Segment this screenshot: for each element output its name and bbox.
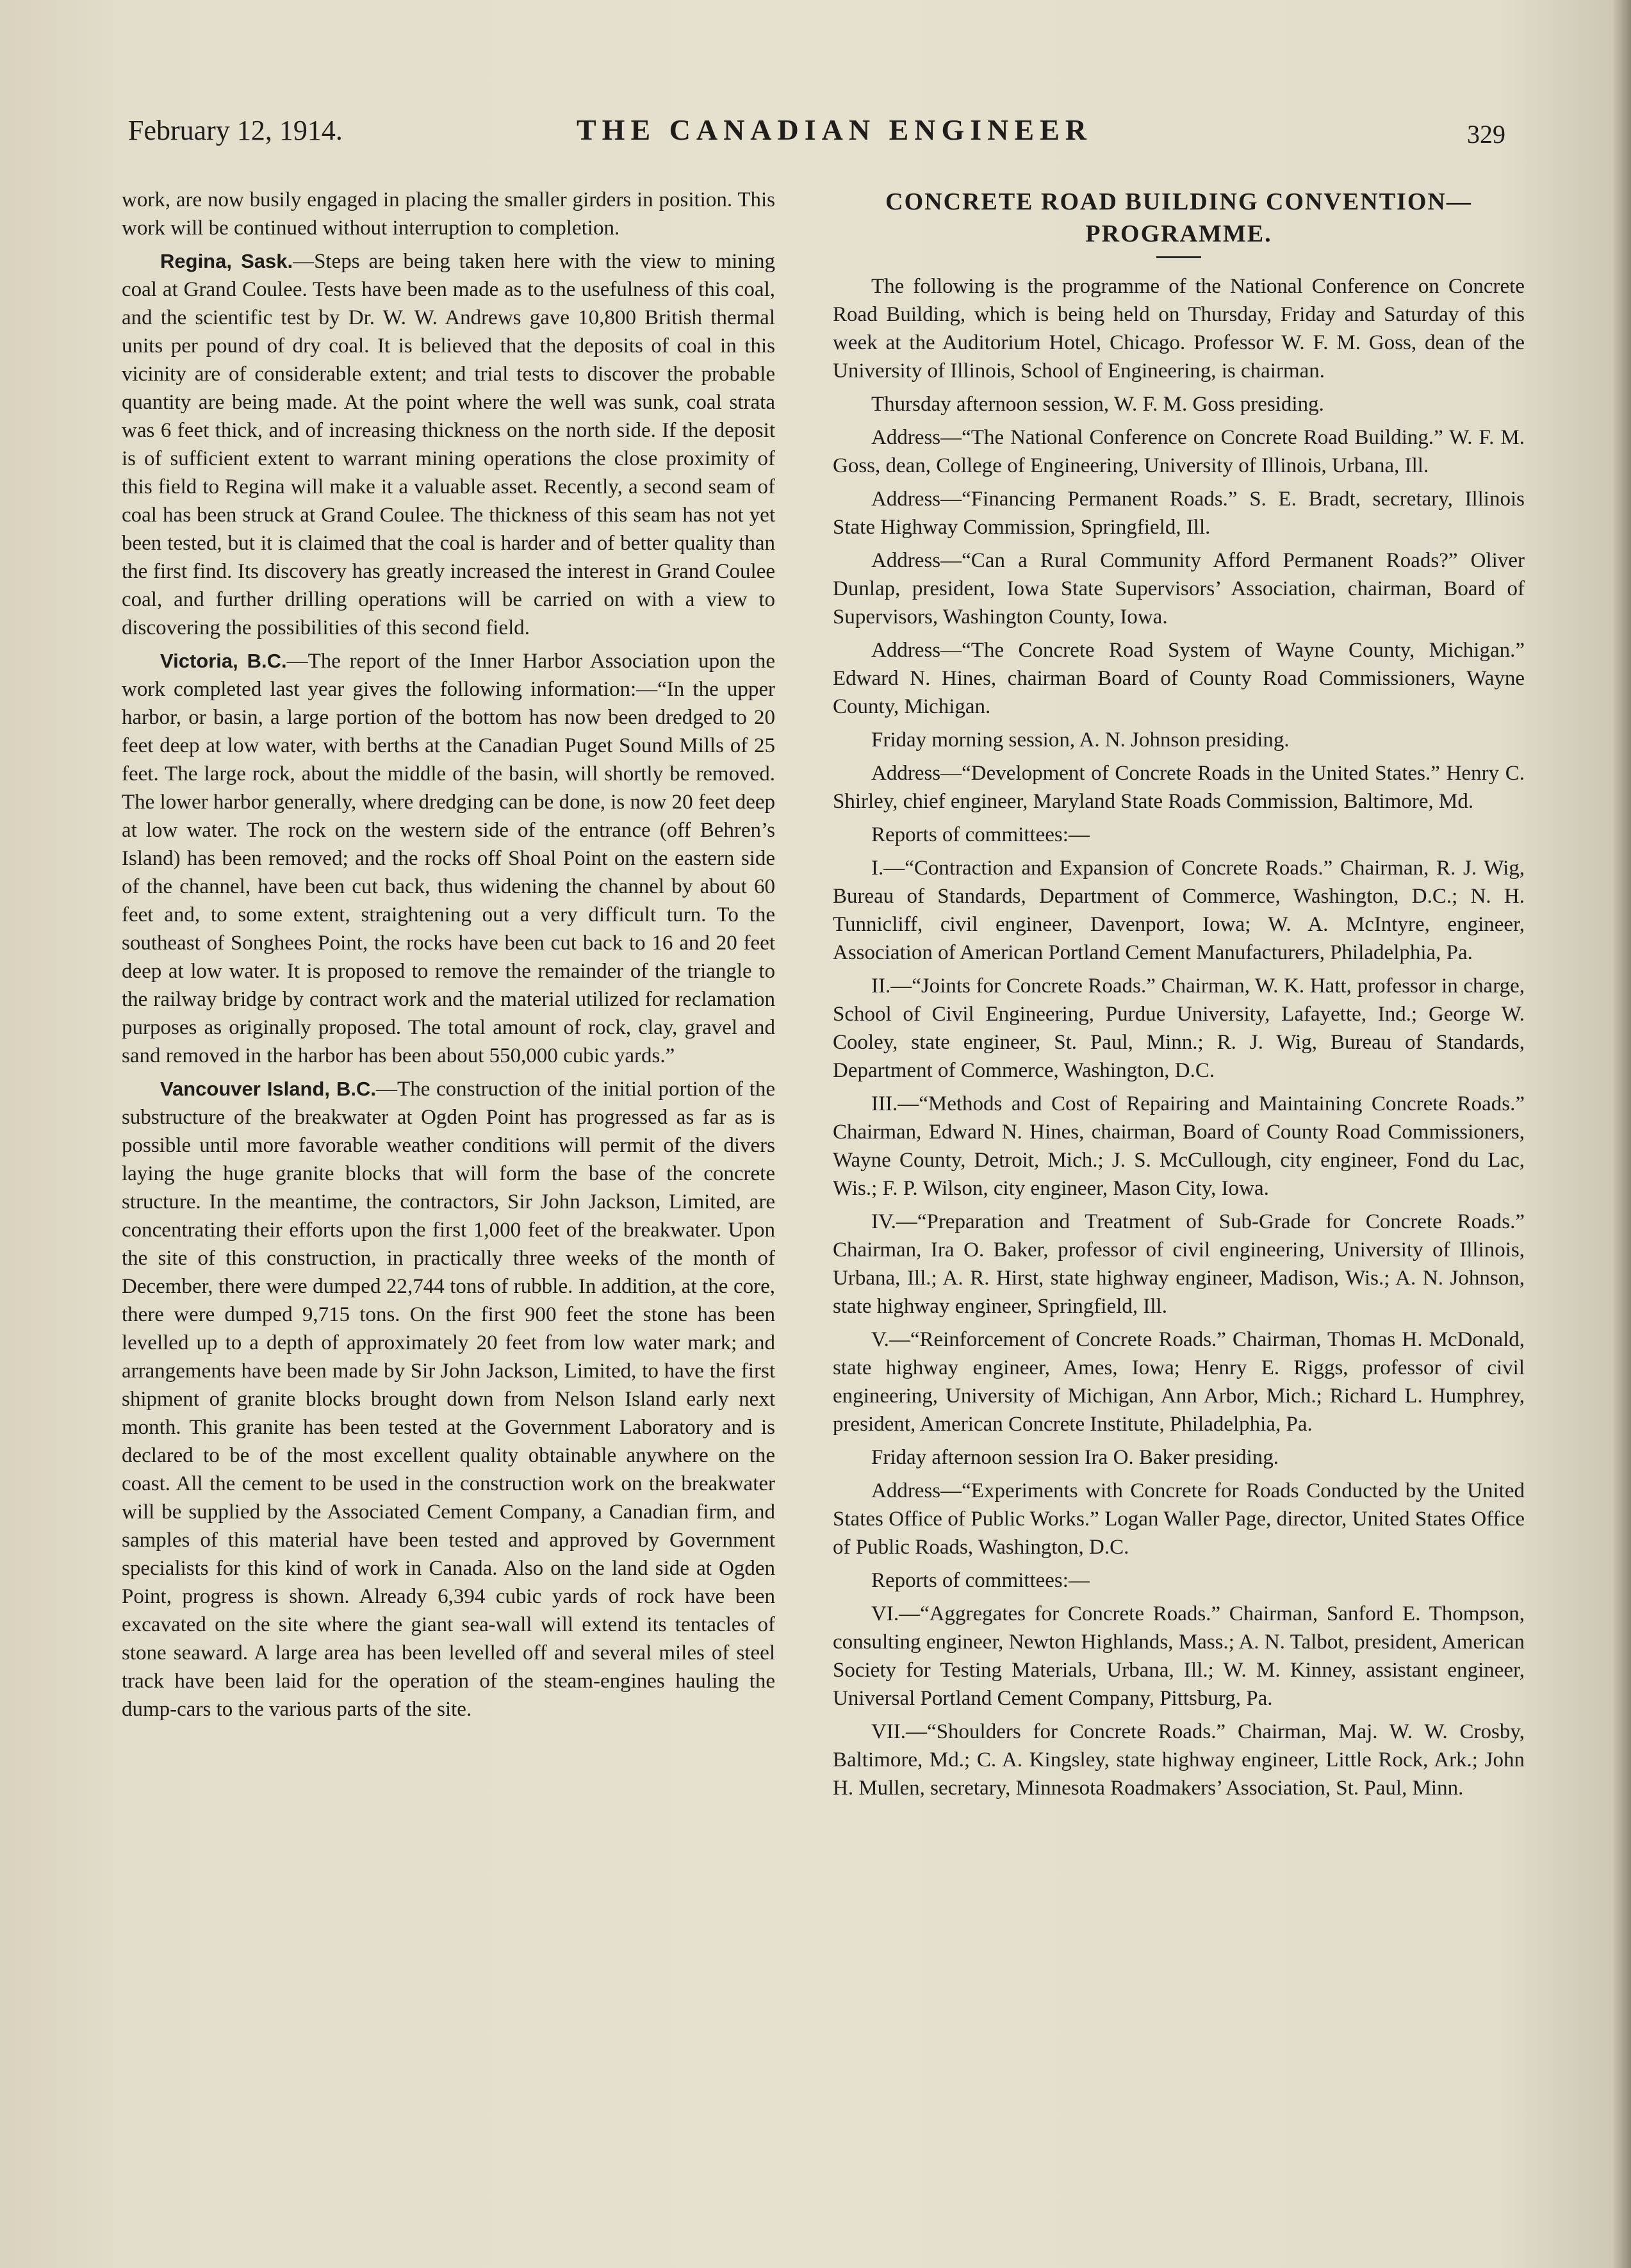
run-in-heading: Victoria, B.C. <box>160 650 287 672</box>
programme-paragraph: VII.—“Shoulders for Concrete Roads.” Chairman, Maj. W. W. Crosby, Baltimore, Md.; C. A. Kingsley, state highway engineer, Little Rock, Ark.; John H. Mullen, secretary, Minnesota Roadmakers’ Association, St. Paul, Minn. <box>833 1720 1525 1800</box>
page-header <box>128 109 1505 154</box>
article-title <box>833 186 1525 250</box>
title-line: CONCRETE ROAD BUILDING CONVENTION— <box>885 188 1472 215</box>
article-text: —Steps are being taken here with the view to mining coal at Grand Coulee. Tests have been made as to the usefulness of this coal, and the scientific test by Dr. W. W. Andrews gave 10,800 British thermal units per pound of dry coal. It is believed that the deposits of coal in this vicinity are of considerable extent; and trial tests to discover the probable quantity are being made. At the point where the well was sunk, coal strata was 6 feet thick, and of increasing thickness on the north side. If the deposit is of sufficient extent to warrant mining operations the close proximity of this field to Regina will make it a valuable asset. Recently, a second seam of coal has been struck at Grand Coulee. The thickness of this seam has not yet been tested, but it is claimed that the coal is harder and of better quality than the first find. Its discovery has greatly increased the interest in Grand Coulee coal, and further drilling operations will be carried on with a view to discovering the possibilities of this second field. <box>122 250 775 639</box>
right-column <box>833 186 1525 1807</box>
programme-paragraph: IV.—“Preparation and Treatment of Sub-Grade for Concrete Roads.” Chairman, Ira O. Baker, professor of civil engineering, University of Illinois, Urbana, Ill.; A. R. Hirst, state highway engineer, Madison, Wis.; A. N. Johnson, state highway engineer, Springfield, Ill. <box>833 1210 1525 1318</box>
page-spine <box>1612 0 1631 2268</box>
run-in-heading: Vancouver Island, B.C. <box>160 1078 377 1100</box>
programme-paragraph: Friday morning session, A. N. Johnson presiding. <box>871 728 1290 752</box>
programme-paragraph: Reports of committees:— <box>871 823 1090 846</box>
title-rule <box>1156 256 1201 258</box>
run-in-heading: Regina, Sask. <box>160 250 293 272</box>
article-text: —The construction of the initial portion of the substructure of the breakwater at Ogden Point has progressed as far as is possible until more favorable weather conditions will permit of the divers laying the huge granite blocks that will form the base of the concrete structure. In the meantime, the contractors, Sir John Jackson, Limited, are concentrating their efforts upon the first 1,000 feet of the breakwater. Upon the site of this construction, in practically three weeks of the month of December, there were dumped 22,744 tons of rubble. In addition, at the core, there were dumped 9,715 tons. On the first 900 feet the stone has been levelled up to a depth of approximately 20 feet from low water mark; and arrangements have been made by Sir John Jackson, Limited, to have the first shipment of granite blocks brought down from Nelson Island early next month. This granite has been tested at the Government Laboratory and is declared to be of the most excellent quality obtainable anywhere on the coast. All the cement to be used in the construction work on the breakwater will be supplied by the Associated Cement Company, a Canadian firm, and samples of this material have been tested and approved by Government specialists for this kind of work in Canada. Also on the land side at Ogden Point, progress is shown. Already 6,394 cubic yards of rock have been excavated on the site where the giant sea-wall will extend its tentacles of stone seaward. A large area has been levelled off and several miles of steel track have been laid for the operation of the steam-engines hauling the dump-cars to the various parts of the site. <box>122 1078 775 1721</box>
programme-paragraph: V.—“Reinforcement of Concrete Roads.” Chairman, Thomas H. McDonald, state highway engineer, Ames, Iowa; Henry E. Riggs, professor of civil engineering, University of Michigan, Ann Arbor, Mich.; Richard L. Humphrey, president, American Concrete Institute, Philadelphia, Pa. <box>833 1328 1525 1436</box>
title-line: PROGRAMME. <box>1085 220 1272 247</box>
programme-paragraph: Reports of committees:— <box>871 1569 1090 1592</box>
programme-paragraph: Address—“The National Conference on Concrete Road Building.” W. F. M. Goss, dean, College of Engineering, University of Illinois, Urbana, Ill. <box>833 426 1525 477</box>
left-column <box>122 186 775 1729</box>
programme-paragraph: VI.—“Aggregates for Concrete Roads.” Chairman, Sanford E. Thompson, consulting engineer, Newton Highlands, Mass.; A. N. Talbot, president, American Society for Testing Materials, Urbana, Ill.; W. M. Kinney, assistant engineer, Universal Portland Cement Company, Pittsburg, Pa. <box>833 1602 1525 1710</box>
header-date: February 12, 1914. <box>128 115 343 146</box>
programme-paragraph: Address—“Experiments with Concrete for Roads Conducted by the United States Office of Public Works.” Logan Waller Page, director, United States Office of Public Roads, Washington, D.C. <box>833 1479 1525 1559</box>
programme-paragraph: Address—“Can a Rural Community Afford Permanent Roads?” Oliver Dunlap, president, Iowa State Supervisors’ Association, chairman, Board of Supervisors, Washington County, Iowa. <box>833 549 1525 629</box>
article-victoria <box>122 647 775 1070</box>
page-number: 329 <box>1467 120 1505 149</box>
programme-paragraph: Address—“Financing Permanent Roads.” S. E. Bradt, secretary, Illinois State Highway Commission, Springfield, Ill. <box>833 488 1525 539</box>
article-text: —The report of the Inner Harbor Association upon the work completed last year gives the following information:—“In the upper harbor, or basin, a large portion of the bottom has now been dredged to 20 feet deep at low water, with berths at the Canadian Puget Sound Mills of 25 feet. The large rock, about the middle of the basin, will shortly be removed. The lower harbor generally, where dredging can be done, is now 20 feet deep at low water. The rock on the western side of the entrance (off Behren’s Island) has been removed; and the rocks off Shoal Point on the eastern side of the channel, have been cut back, thus widening the channel by about 60 feet and, to some extent, straightening out a very difficult turn. To the southeast of Songhees Point, the rocks have been cut back to 16 and 20 feet deep at low water. It is proposed to remove the remainder of the triangle to the railway bridge by contract work and the material utilized for reclamation purposes as originally proposed. The total amount of rock, clay, gravel and sand removed in the harbor has been about 550,000 cubic yards.” <box>122 650 776 1067</box>
programme-paragraph: Friday afternoon session Ira O. Baker presiding. <box>871 1446 1279 1469</box>
programme-paragraph: I.—“Contraction and Expansion of Concrete Roads.” Chairman, R. J. Wig, Bureau of Standards, Department of Commerce, Washington, D.C.; N. H. Tunnicliff, civil engineer, Davenport, Iowa; W. A. McIntyre, engineer, Association of American Portland Cement Manufacturers, Philadelphia, Pa. <box>833 857 1525 964</box>
article-vancouver <box>122 1075 775 1723</box>
programme-paragraph: III.—“Methods and Cost of Repairing and Maintaining Concrete Roads.” Chairman, Edward N. Hines, chairman, Board of County Road Commissioners, Wayne County, Detroit, Mich.; J. S. McCullough, city engineer, Fond du Lac, Wis.; F. P. Wilson, city engineer, Mason City, Iowa. <box>833 1092 1525 1200</box>
journal-title: THE CANADIAN ENGINEER <box>577 113 1092 146</box>
programme-paragraph: Address—“The Concrete Road System of Wayne County, Michigan.” Edward N. Hines, chairman Board of County Road Commissioners, Wayne County, Michigan. <box>833 639 1525 718</box>
continued-paragraph: work, are now busily engaged in placing the smaller girders in position. This work will be continued without interruption to completion. <box>122 188 775 240</box>
programme-paragraph: Address—“Development of Concrete Roads in the United States.” Henry C. Shirley, chief engineer, Maryland State Roads Commission, Baltimore, Md. <box>833 762 1525 813</box>
programme-paragraph: The following is the programme of the National Conference on Concrete Road Building, which is being held on Thursday, Friday and Saturday of this week at the Auditorium Hotel, Chicago. Professor W. F. M. Goss, dean of the University of Illinois, School of Engineering, is chairman. <box>833 275 1525 382</box>
article-regina <box>122 247 775 642</box>
programme-paragraph: Thursday afternoon session, W. F. M. Goss presiding. <box>871 393 1324 416</box>
programme-paragraph: II.—“Joints for Concrete Roads.” Chairman, W. K. Hatt, professor in charge, School of Civil Engineering, Purdue University, Lafayette, Ind.; George W. Cooley, state engineer, St. Paul, Minn.; R. J. Wig, Bureau of Standards, Department of Commerce, Washington, D.C. <box>833 974 1525 1082</box>
